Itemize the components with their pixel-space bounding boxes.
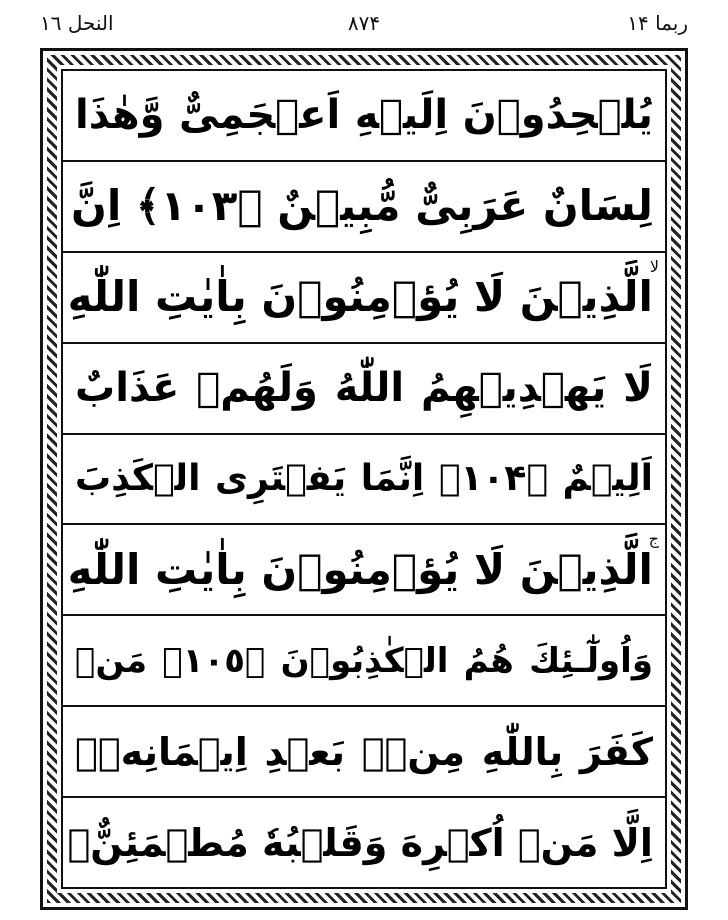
- text-panel: [61, 69, 667, 889]
- waqf-mark: ج: [648, 529, 659, 549]
- text-line-7: [63, 616, 665, 707]
- page-frame: [40, 48, 688, 910]
- waqf-mark: لا: [649, 256, 659, 276]
- page-number: ٨٧۴: [347, 11, 381, 35]
- verse-text: وَاُولٰٓـئِكَ هُمُ الۡكٰذِبُوۡنَ ﴿١٠٥﴾ مَنۡ: [75, 640, 653, 681]
- page-header: [40, 6, 688, 40]
- verse-text: الَّذِيۡنَ لَا يُؤۡمِنُوۡنَ بِاٰيٰتِ اللّٰهِ: [67, 544, 653, 594]
- verse-text: اِلَّا مَنۡ اُكۡرِهَ وَقَلۡبُهٗ مُطۡمَئِنٌّۢ: [67, 820, 653, 865]
- text-line-9: [63, 798, 665, 887]
- verse-text: يُلۡحِدُوۡنَ اِلَيۡهِ اَعۡجَمِىٌّ وَّهٰذَا: [75, 92, 653, 139]
- verse-text: لَا يَهۡدِيۡهِمُ اللّٰهُ وَلَهُمۡ عَذَابٌ: [75, 365, 653, 412]
- text-line-8: [63, 707, 665, 798]
- para-name-label: ربما ١۴: [627, 11, 688, 35]
- text-line-3: [63, 253, 665, 344]
- verse-text: الَّذِيۡنَ لَا يُؤۡمِنُوۡنَ بِاٰيٰتِ اللّٰهِ: [67, 272, 653, 322]
- verse-text: كَفَرَ بِاللّٰهِ مِنۡۢ بَعۡدِ اِيۡمَانِهٖۤ: [75, 729, 653, 774]
- verse-text: اَلِيۡمٌ ﴿١٠۴﴾ اِنَّمَا يَفۡتَرِى الۡكَذِبَ: [75, 458, 653, 499]
- text-line-4: [63, 344, 665, 435]
- text-line-5: [63, 435, 665, 526]
- quran-lines: [63, 71, 665, 887]
- text-line-1: [63, 71, 665, 162]
- surah-name-label: النحل ١٦: [40, 11, 114, 35]
- text-line-6: [63, 525, 665, 616]
- text-line-2: [63, 162, 665, 253]
- verse-text: لِسَانٌ عَرَبِىٌّ مُّبِيۡنٌ ﴿١٠٣﴾ اِنَّ: [70, 181, 653, 231]
